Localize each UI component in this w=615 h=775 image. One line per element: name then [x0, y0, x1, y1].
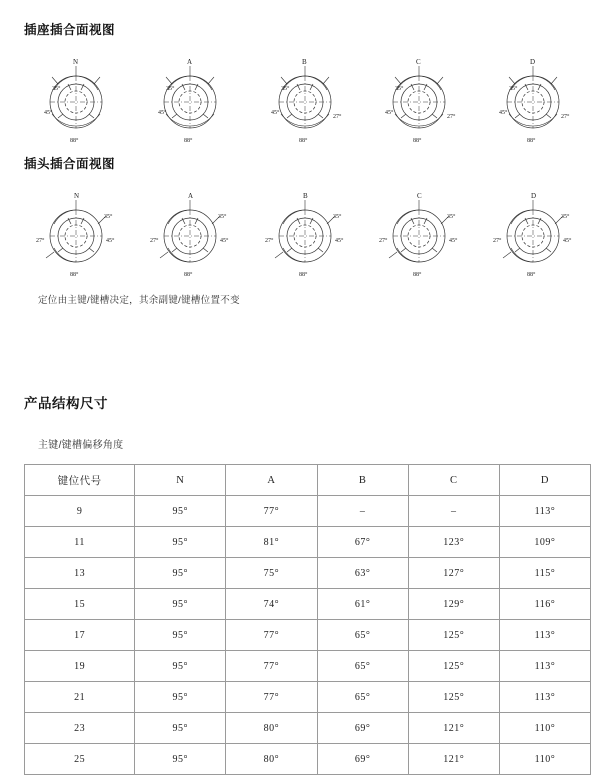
key-position-table [24, 464, 591, 775]
socket-figure-A [138, 44, 248, 152]
svg-text:35°: 35° [446, 214, 456, 220]
table-cell: 116° [499, 589, 590, 620]
socket-figure-C [367, 44, 477, 152]
table-cell: 81° [226, 527, 317, 558]
svg-text:45°: 45° [270, 110, 279, 116]
svg-text:45°: 45° [448, 238, 458, 244]
table-cell: 95° [135, 496, 226, 527]
figure-code: C [415, 58, 421, 66]
table-row [25, 744, 591, 775]
svg-text:27°: 27° [332, 114, 341, 120]
svg-text:35°: 35° [280, 86, 289, 92]
socket-view-title: 插座插合面视图 [24, 23, 116, 37]
svg-text:45°: 45° [563, 238, 572, 244]
svg-text:88°: 88° [70, 272, 79, 278]
svg-text:35°: 35° [218, 214, 227, 220]
table-cell: 113° [499, 496, 590, 527]
table-row [25, 682, 591, 713]
plug-figure-N [24, 178, 134, 286]
table-cell: 109° [499, 527, 590, 558]
table-cell: 113° [499, 682, 590, 713]
svg-text:45°: 45° [44, 110, 53, 116]
table-cell: 125° [408, 651, 499, 682]
table-cell: 95° [135, 558, 226, 589]
table-cell: 9 [25, 496, 135, 527]
svg-text:45°: 45° [384, 110, 394, 116]
table-cell: 127° [408, 558, 499, 589]
table-cell: – [408, 496, 499, 527]
svg-text:88°: 88° [184, 272, 193, 278]
table-header-cell: C [408, 465, 499, 496]
table-cell: 113° [499, 620, 590, 651]
table-cell: 11 [25, 527, 135, 558]
svg-text:27°: 27° [264, 238, 273, 244]
table-row [25, 651, 591, 682]
svg-text:88°: 88° [412, 138, 422, 144]
table-cell: 77° [226, 651, 317, 682]
table-cell: 65° [317, 682, 408, 713]
table-header-cell: A [226, 465, 317, 496]
table-cell: 125° [408, 620, 499, 651]
svg-text:35°: 35° [52, 86, 61, 92]
table-cell: 19 [25, 651, 135, 682]
table-cell: 113° [499, 651, 590, 682]
table-row [25, 589, 591, 620]
table-cell: 69° [317, 744, 408, 775]
svg-text:27°: 27° [493, 238, 502, 244]
svg-text:27°: 27° [446, 114, 456, 120]
figure-code: A [188, 192, 194, 200]
table-cell: 115° [499, 558, 590, 589]
svg-text:45°: 45° [499, 110, 508, 116]
table-cell: 80° [226, 744, 317, 775]
svg-text:27°: 27° [561, 114, 570, 120]
table-cell: 95° [135, 589, 226, 620]
plug-figure-C [367, 178, 477, 286]
figure-code: D [531, 192, 537, 200]
table-cell: 77° [226, 620, 317, 651]
svg-text:88°: 88° [527, 272, 536, 278]
table-header-row [25, 465, 591, 496]
socket-figure-D [481, 44, 591, 152]
table-cell: 17 [25, 620, 135, 651]
svg-text:88°: 88° [412, 272, 422, 278]
socket-figure-row [24, 44, 591, 152]
table-cell: 123° [408, 527, 499, 558]
table-row [25, 496, 591, 527]
svg-text:35°: 35° [166, 86, 175, 92]
locating-note: 定位由主键/键槽决定，其余副键/键槽位置不变 [38, 295, 240, 306]
table-cell: 15 [25, 589, 135, 620]
svg-text:45°: 45° [334, 238, 343, 244]
figure-code: D [530, 58, 536, 66]
table-cell: 23 [25, 713, 135, 744]
table-cell: 95° [135, 620, 226, 651]
svg-text:27°: 27° [150, 238, 159, 244]
table-row [25, 620, 591, 651]
plug-figure-D [481, 178, 591, 286]
table-cell: 95° [135, 527, 226, 558]
svg-text:45°: 45° [158, 110, 167, 116]
table-cell: 121° [408, 713, 499, 744]
svg-text:27°: 27° [36, 238, 45, 244]
table-cell: 63° [317, 558, 408, 589]
product-structure-title: 产品结构尺寸 [24, 396, 108, 411]
figure-code: A [187, 58, 193, 66]
table-header-cell: 键位代号 [25, 465, 135, 496]
offset-note: 主键/键槽偏移角度 [38, 440, 124, 451]
figure-code: C [416, 192, 422, 200]
table-cell: 95° [135, 651, 226, 682]
table-cell: 125° [408, 682, 499, 713]
table-cell: 67° [317, 527, 408, 558]
table-cell: 77° [226, 496, 317, 527]
figure-code: N [74, 192, 80, 200]
svg-text:35°: 35° [561, 214, 570, 220]
table-cell: 74° [226, 589, 317, 620]
plug-view-title: 插头插合面视图 [24, 157, 116, 171]
svg-text:45°: 45° [106, 238, 115, 244]
table-cell: – [317, 496, 408, 527]
svg-text:88°: 88° [184, 138, 193, 144]
table-cell: 75° [226, 558, 317, 589]
socket-figure-B [253, 44, 363, 152]
table-cell: 61° [317, 589, 408, 620]
table-header-cell: B [317, 465, 408, 496]
figure-code: N [73, 58, 79, 66]
table-cell: 110° [499, 744, 590, 775]
svg-text:88°: 88° [298, 138, 307, 144]
svg-text:35°: 35° [332, 214, 341, 220]
plug-figure-row [24, 178, 591, 286]
svg-text:35°: 35° [509, 86, 518, 92]
table-cell: 13 [25, 558, 135, 589]
svg-text:35°: 35° [394, 86, 404, 92]
table-cell: 95° [135, 713, 226, 744]
svg-text:45°: 45° [220, 238, 229, 244]
svg-text:88°: 88° [527, 138, 536, 144]
table-cell: 65° [317, 620, 408, 651]
table-cell: 129° [408, 589, 499, 620]
table-cell: 25 [25, 744, 135, 775]
figure-code: B [301, 58, 307, 66]
table-cell: 95° [135, 682, 226, 713]
table-row [25, 713, 591, 744]
table-cell: 121° [408, 744, 499, 775]
figure-code: B [302, 192, 308, 200]
plug-figure-B [253, 178, 363, 286]
table-cell: 69° [317, 713, 408, 744]
table-cell: 21 [25, 682, 135, 713]
table-cell: 95° [135, 744, 226, 775]
svg-text:35°: 35° [104, 214, 113, 220]
plug-figure-A [138, 178, 248, 286]
table-header-cell: N [135, 465, 226, 496]
svg-text:27°: 27° [378, 238, 388, 244]
table-row [25, 558, 591, 589]
table-row [25, 527, 591, 558]
table-header-cell: D [499, 465, 590, 496]
socket-figure-N [24, 44, 134, 152]
table-cell: 110° [499, 713, 590, 744]
svg-text:88°: 88° [298, 272, 307, 278]
table-cell: 77° [226, 682, 317, 713]
svg-text:88°: 88° [70, 138, 79, 144]
table-cell: 80° [226, 713, 317, 744]
table-cell: 65° [317, 651, 408, 682]
